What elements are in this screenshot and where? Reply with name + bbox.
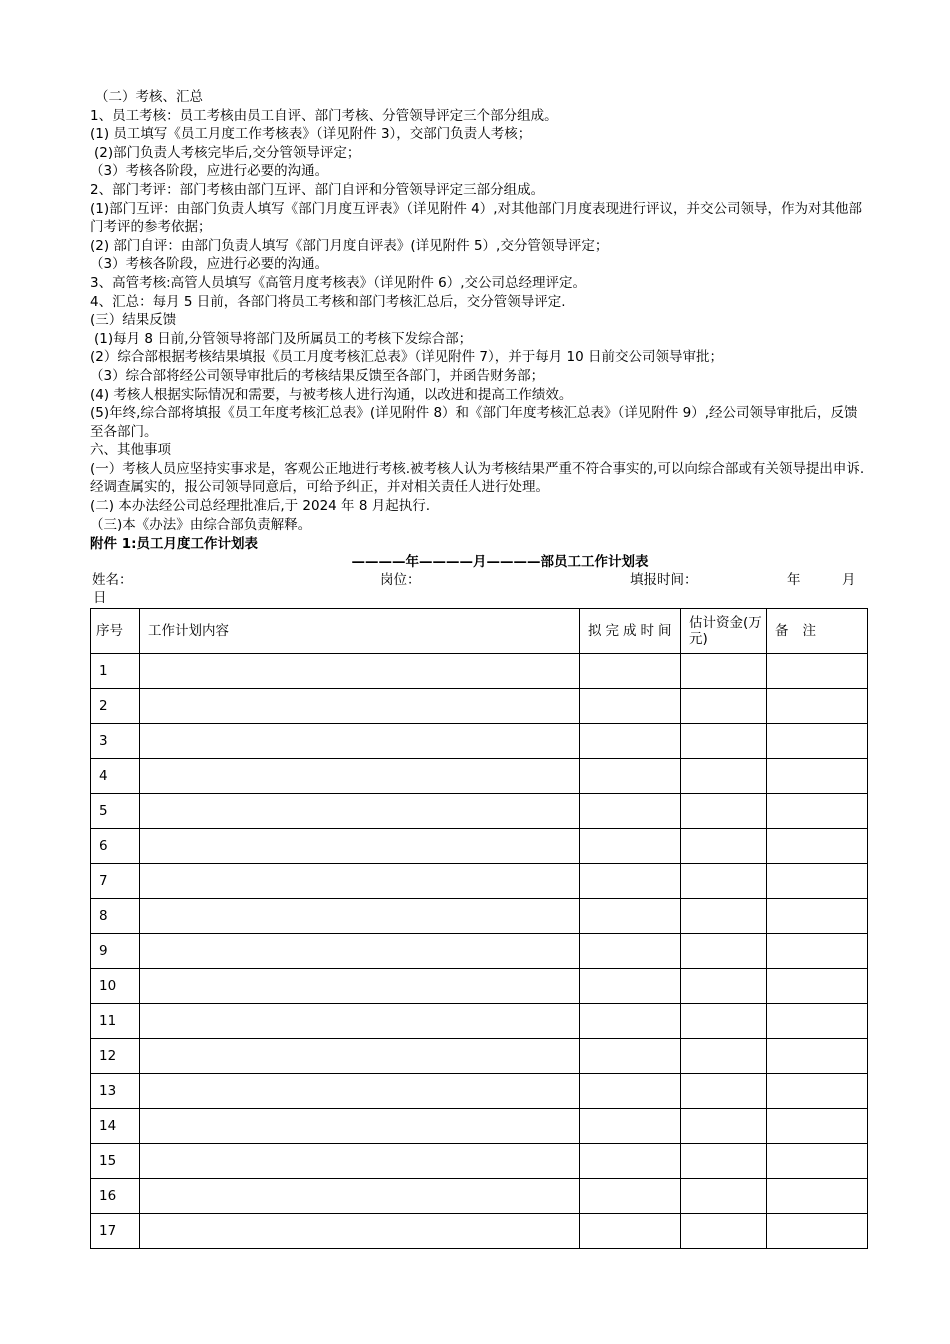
table-row [91, 969, 868, 1004]
row-seq-cell: 5 [91, 794, 140, 829]
row-seq-cell: 17 [91, 1214, 140, 1249]
row-note-cell[interactable] [767, 899, 868, 934]
paragraph: 2、部门考评：部门考核由部门互评、部门自评和分管领导评定三部分组成。 [90, 181, 545, 198]
row-note-cell[interactable] [767, 689, 868, 724]
row-completion-time-cell[interactable] [580, 1144, 681, 1179]
row-budget-cell[interactable] [681, 1109, 767, 1144]
row-content-cell[interactable] [140, 759, 580, 794]
row-budget-cell[interactable] [681, 1144, 767, 1179]
row-budget-cell[interactable] [681, 969, 767, 1004]
row-budget-cell[interactable] [681, 899, 767, 934]
row-completion-time-cell[interactable] [580, 934, 681, 969]
table-row [91, 1214, 868, 1249]
header-content: 工作计划内容 [140, 609, 580, 654]
paragraph: (一）考核人员应坚持实事求是，客观公正地进行考核.被考核人认为考核结果严重不符合事实的,可以向综合部或有关领导提出申诉.经调查属实的，报公司领导同意后，可给予纠正，并对相关责任人进行处理。 [90, 460, 865, 496]
paragraph: 1、员工考核：员工考核由员工自评、部门考核、分管领导评定三个部分组成。 [90, 107, 558, 124]
header-note: 备注 [767, 609, 868, 654]
section-heading: （二）考核、汇总 [95, 89, 203, 105]
row-seq-cell: 12 [91, 1039, 140, 1074]
table-row [91, 1074, 868, 1109]
row-note-cell[interactable] [767, 969, 868, 1004]
row-completion-time-cell[interactable] [580, 969, 681, 1004]
row-completion-time-cell[interactable] [580, 1109, 681, 1144]
table-row [91, 794, 868, 829]
row-note-cell[interactable] [767, 759, 868, 794]
row-note-cell[interactable] [767, 794, 868, 829]
table-row [91, 759, 868, 794]
paragraph: (4) 考核人根据实际情况和需要，与被考核人进行沟通，以改进和提高工作绩效。 [90, 386, 573, 403]
paragraph: 4、汇总：每月 5 日前，各部门将员工考核和部门考核汇总后，交分管领导评定. [90, 293, 566, 310]
row-content-cell[interactable] [140, 1004, 580, 1039]
row-completion-time-cell[interactable] [580, 1004, 681, 1039]
row-content-cell[interactable] [140, 724, 580, 759]
row-seq-cell: 2 [91, 689, 140, 724]
appendix-title: 附件 1:员工月度工作计划表 [90, 536, 258, 553]
row-content-cell[interactable] [140, 1214, 580, 1249]
table-header-row [91, 609, 868, 654]
header-budget: 估计资金(万元) [681, 609, 767, 654]
row-note-cell[interactable] [767, 1004, 868, 1039]
row-note-cell[interactable] [767, 1144, 868, 1179]
row-budget-cell[interactable] [681, 794, 767, 829]
row-content-cell[interactable] [140, 829, 580, 864]
row-completion-time-cell[interactable] [580, 1039, 681, 1074]
row-completion-time-cell[interactable] [580, 1074, 681, 1109]
row-seq-cell: 11 [91, 1004, 140, 1039]
table-row [91, 1179, 868, 1214]
year-label: 年 [787, 572, 801, 589]
form-title: ————年————月————部员工工作计划表 [351, 554, 649, 571]
row-note-cell[interactable] [767, 1074, 868, 1109]
row-completion-time-cell[interactable] [580, 724, 681, 759]
row-seq-cell: 14 [91, 1109, 140, 1144]
table-row [91, 1144, 868, 1179]
section-heading: 六、其他事项 [90, 442, 171, 459]
row-note-cell[interactable] [767, 1039, 868, 1074]
table-row [91, 864, 868, 899]
row-seq-cell: 13 [91, 1074, 140, 1109]
row-note-cell[interactable] [767, 724, 868, 759]
table-row [91, 1039, 868, 1074]
header-completion-time: 拟完成时间 [580, 609, 681, 654]
info-row [90, 571, 870, 590]
row-content-cell[interactable] [140, 1144, 580, 1179]
table-body [91, 654, 868, 1249]
table-row [91, 689, 868, 724]
row-budget-cell[interactable] [681, 1004, 767, 1039]
row-budget-cell[interactable] [681, 1179, 767, 1214]
section-heading: (三）结果反馈 [90, 312, 177, 329]
row-budget-cell[interactable] [681, 1039, 767, 1074]
row-seq-cell: 6 [91, 829, 140, 864]
paragraph: (1) 员工填写《员工月度工作考核表》（详见附件 3），交部门负责人考核； [90, 126, 532, 143]
row-note-cell[interactable] [767, 864, 868, 899]
row-completion-time-cell[interactable] [580, 689, 681, 724]
name-label: 姓名： [92, 572, 133, 589]
paragraph: （3）考核各阶段，应进行必要的沟通。 [90, 163, 329, 180]
row-content-cell[interactable] [140, 1039, 580, 1074]
row-seq-cell: 16 [91, 1179, 140, 1214]
row-completion-time-cell[interactable] [580, 829, 681, 864]
row-content-cell[interactable] [140, 1179, 580, 1214]
row-seq-cell: 15 [91, 1144, 140, 1179]
paragraph: （三)本《办法》由综合部负责解释。 [90, 516, 312, 533]
table-row [91, 829, 868, 864]
table-row [91, 934, 868, 969]
row-budget-cell[interactable] [681, 1214, 767, 1249]
row-seq-cell: 7 [91, 864, 140, 899]
row-content-cell[interactable] [140, 794, 580, 829]
row-budget-cell[interactable] [681, 864, 767, 899]
row-seq-cell: 3 [91, 724, 140, 759]
table-row [91, 654, 868, 689]
row-budget-cell[interactable] [681, 724, 767, 759]
row-completion-time-cell[interactable] [580, 899, 681, 934]
row-completion-time-cell[interactable] [580, 864, 681, 899]
row-completion-time-cell[interactable] [580, 1179, 681, 1214]
row-content-cell[interactable] [140, 1074, 580, 1109]
row-note-cell[interactable] [767, 1109, 868, 1144]
row-note-cell[interactable] [767, 934, 868, 969]
row-content-cell[interactable] [140, 1109, 580, 1144]
fill-time-label: 填报时间： [630, 572, 698, 589]
paragraph: (1)部门互评：由部门负责人填写《部门月度互评表》（详见附件 4）,对其他部门月度表现进行评议，并交公司领导，作为对其他部门考评的参考依据； [90, 200, 863, 236]
row-content-cell[interactable] [140, 969, 580, 1004]
row-budget-cell[interactable] [681, 1074, 767, 1109]
table-row [91, 724, 868, 759]
row-completion-time-cell[interactable] [580, 1214, 681, 1249]
row-budget-cell[interactable] [681, 689, 767, 724]
row-content-cell[interactable] [140, 689, 580, 724]
row-completion-time-cell[interactable] [580, 759, 681, 794]
row-seq-cell: 1 [91, 654, 140, 689]
paragraph: (2）综合部根据考核结果填报《员工月度考核汇总表》（详见附件 7），并于每月 10 日前交公司领导审批； [90, 349, 723, 366]
row-note-cell[interactable] [767, 1179, 868, 1214]
row-budget-cell[interactable] [681, 829, 767, 864]
day-label: 日 [93, 590, 107, 607]
row-budget-cell[interactable] [681, 654, 767, 689]
paragraph: 3、高管考核:高管人员填写《高管月度考核表》（详见附件 6）,交公司总经理评定。 [90, 274, 587, 291]
row-content-cell[interactable] [140, 934, 580, 969]
row-content-cell[interactable] [140, 654, 580, 689]
work-plan-table [90, 608, 868, 1249]
row-seq-cell: 4 [91, 759, 140, 794]
table-row [91, 1004, 868, 1039]
row-completion-time-cell[interactable] [580, 654, 681, 689]
paragraph: (2)部门负责人考核完毕后,交分管领导评定； [94, 144, 361, 161]
paragraph: (2) 部门自评：由部门负责人填写《部门月度自评表》(详见附件 5）,交分管领导评定； [90, 237, 609, 254]
position-label: 岗位： [380, 572, 421, 589]
month-label: 月 [842, 572, 856, 589]
row-note-cell[interactable] [767, 829, 868, 864]
row-seq-cell: 8 [91, 899, 140, 934]
header-seq: 序号 [91, 609, 140, 654]
row-note-cell[interactable] [767, 1214, 868, 1249]
paragraph: (二) 本办法经公司总经理批准后,于 2024 年 8 月起执行. [90, 498, 431, 515]
paragraph: (5)年终,综合部将填报《员工年度考核汇总表》(详见附件 8）和《部门年度考核汇总表》（详见附件 9）,经公司领导审批后，反馈至各部门。 [90, 405, 858, 440]
document-page [90, 88, 870, 1249]
row-budget-cell[interactable] [681, 759, 767, 794]
row-seq-cell: 10 [91, 969, 140, 1004]
row-content-cell[interactable] [140, 899, 580, 934]
row-seq-cell: 9 [91, 934, 140, 969]
row-content-cell[interactable] [140, 864, 580, 899]
paragraph: (1)每月 8 日前,分管领导将部门及所属员工的考核下发综合部； [94, 330, 473, 347]
table-row [91, 899, 868, 934]
paragraph: （3）综合部将经公司领导审批后的考核结果反馈至各部门，并函告财务部； [90, 367, 545, 384]
paragraph: （3）考核各阶段，应进行必要的沟通。 [90, 256, 329, 273]
table-row [91, 1109, 868, 1144]
row-budget-cell[interactable] [681, 934, 767, 969]
row-note-cell[interactable] [767, 654, 868, 689]
row-completion-time-cell[interactable] [580, 794, 681, 829]
